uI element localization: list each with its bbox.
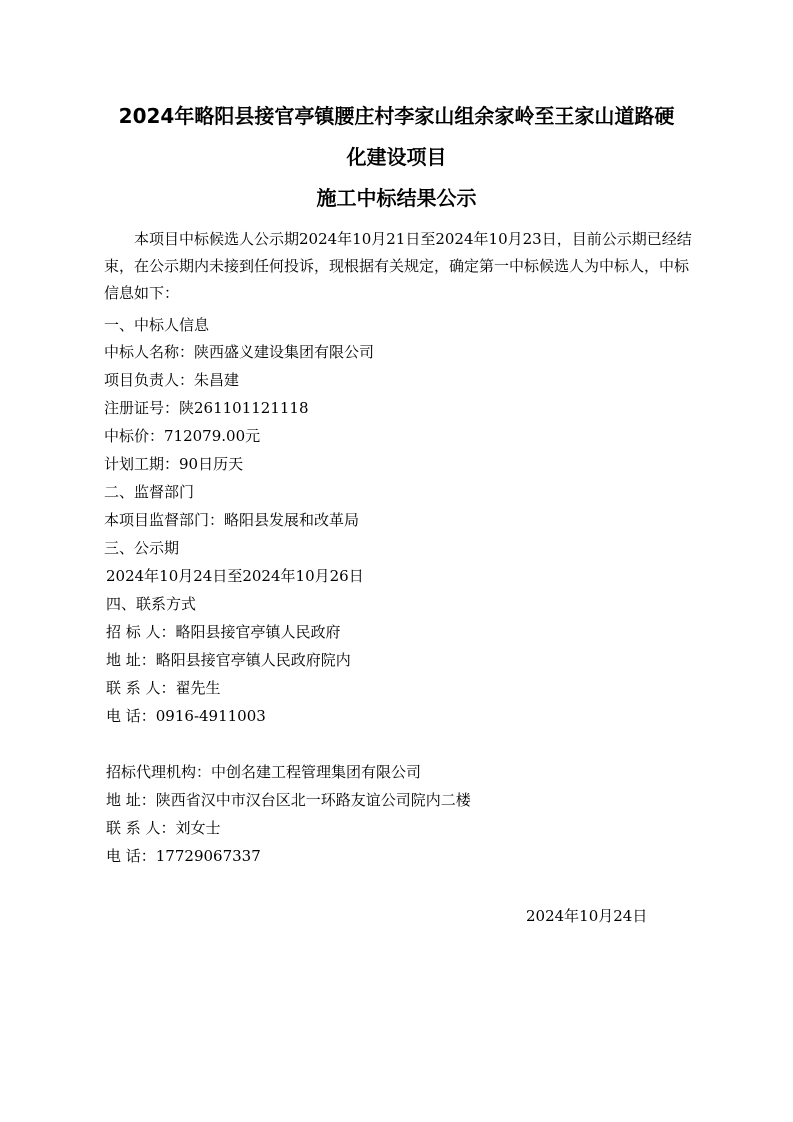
bid-price: 中标价：712079.00元 [104, 427, 261, 445]
section3-heading: 三、公示期 [104, 539, 180, 557]
publicity-period: 2024年10月24日至2024年10月26日 [106, 567, 364, 585]
supervision-dept: 本项目监督部门：略阳县发展和改革局 [104, 511, 360, 529]
winner-name: 中标人名称：陕西盛义建设集团有限公司 [104, 343, 375, 361]
project-manager: 项目负责人：朱昌建 [104, 371, 240, 389]
title-line-2: 化建设项目 [346, 145, 447, 169]
agency-contact: 联 系 人：刘女士 [106, 819, 221, 837]
section4-heading: 四、联系方式 [106, 595, 197, 613]
intro-paragraph [104, 226, 700, 307]
section2-heading: 二、监督部门 [104, 483, 195, 501]
tenderer-address: 地 址：略阳县接官亭镇人民政府院内 [106, 651, 351, 669]
issue-date: 2024年10月24日 [526, 907, 648, 925]
tenderer-phone: 电 话：0916-4911003 [106, 707, 266, 725]
agency-phone: 电 话：17729067337 [106, 847, 261, 865]
agency: 招标代理机构：中创名建工程管理集团有限公司 [106, 763, 422, 781]
registration-number: 注册证号：陕261101121118 [104, 399, 309, 417]
section1-heading: 一、中标人信息 [104, 316, 210, 334]
intro-text: 本项目中标候选人公示期2024年10月21日至2024年10月23日，目前公示期已经结束，在公示期内未接到任何投诉，现根据有关规定，确定第一中标候选人为中标人，中标信息如下： [104, 230, 692, 302]
tenderer-contact: 联 系 人：翟先生 [106, 679, 221, 697]
agency-address: 地 址：陕西省汉中市汉台区北一环路友谊公司院内二楼 [106, 791, 471, 809]
title-line-1: 2024年略阳县接官亭镇腰庄村李家山组余家岭至王家山道路硬 [118, 104, 675, 128]
tenderer: 招 标 人：略阳县接官亭镇人民政府 [106, 623, 341, 641]
title-line-3: 施工中标结果公示 [316, 186, 477, 210]
planned-duration: 计划工期：90日历天 [104, 455, 244, 473]
